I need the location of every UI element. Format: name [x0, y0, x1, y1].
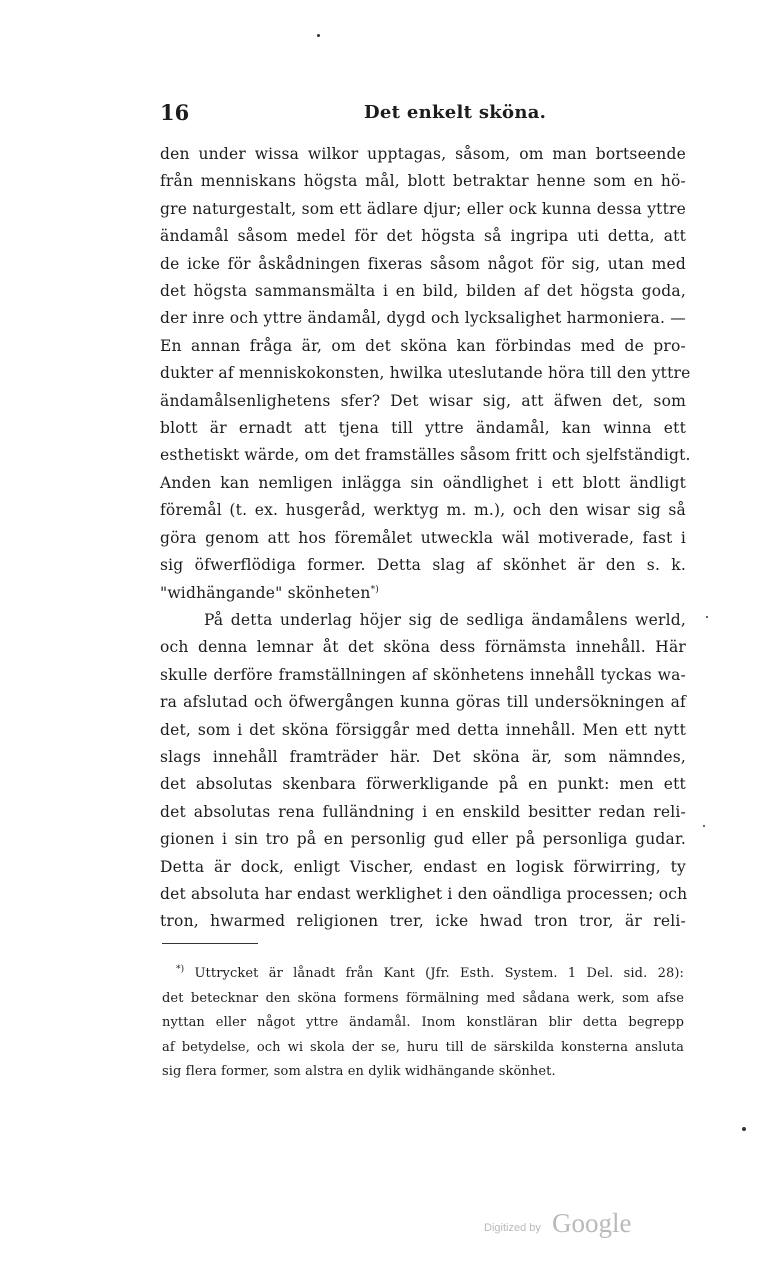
text-line: der inre och yttre ändamål, dygd och lycksalighet harmoniera. — — [160, 309, 686, 328]
text-line: och denna lemnar åt det sköna dess förnämsta innehåll. Här — [160, 638, 686, 657]
footnote-marker: *) — [176, 964, 185, 975]
text-line: slags innehåll framträder här. Det sköna är, som nämndes, — [160, 747, 686, 766]
page-number: 16 — [160, 100, 190, 125]
text-line: det, som i det sköna försiggår med detta innehåll. Men ett nytt — [160, 720, 686, 739]
running-head: Det enkelt sköna. — [364, 102, 547, 123]
footnote-line-content: Uttrycket är lånadt från Kant (Jfr. Esth. System. 1 Del. sid. 28): — [194, 966, 685, 981]
text-line: skulle derföre framställningen af skönhetens innehåll tyckas wa- — [160, 665, 686, 684]
footnote-line: nyttan eller något yttre ändamål. Inom konstläran blir detta begrepp — [162, 1015, 684, 1030]
page-header — [160, 100, 686, 130]
footnote-reference[interactable]: *) — [370, 584, 380, 595]
text-line: En annan fråga är, om det sköna kan förbindas med de pro- — [160, 336, 686, 355]
text-line: ändamålsenlighetens sfer? Det wisar sig, att äfwen det, som — [160, 391, 686, 410]
text-line: det absolutas skenbara förwerkligande på en punkt: men ett — [160, 775, 686, 794]
digitization-watermark — [484, 1208, 664, 1242]
text-line: Anden kan nemligen inlägga sin oändlighet i ett blott ändligt — [160, 473, 686, 492]
ink-speck — [703, 825, 705, 827]
footnote-line: sig flera former, som alstra en dylik widhängande skönhet. — [162, 1064, 556, 1079]
text-line-content: "widhängande" skönheten — [160, 583, 371, 602]
text-line: de icke för åskådningen fixeras såsom något för sig, utan med — [160, 254, 686, 273]
ink-speck — [742, 1127, 746, 1131]
text-line: ändamål såsom medel för det högsta så ingripa uti detta, att — [160, 227, 686, 246]
text-line: föremål (t. ex. husgeråd, werktyg m. m.), och den wisar sig så — [160, 501, 686, 520]
text-line — [160, 580, 686, 607]
text-line: Detta är dock, enligt Vischer, endast en logisk förwirring, ty — [160, 857, 686, 876]
footnote-divider — [162, 943, 258, 944]
text-line: sig öfwerflödiga former. Detta slag af skönhet är den s. k. — [160, 556, 686, 575]
text-line: den under wissa wilkor upptagas, såsom, om man bortseende — [160, 145, 686, 163]
footnote-line — [162, 962, 684, 987]
text-line: gre naturgestalt, som ett ädlare djur; eller ock kunna dessa yttre — [160, 199, 686, 218]
text-line: det absolutas rena fulländning i en enskild besitter redan reli- — [160, 802, 686, 821]
text-line: gionen i sin tro på en personlig gud eller på personliga gudar. — [160, 830, 686, 849]
text-line: tron, hwarmed religionen trer, icke hwad tron tror, är reli- — [160, 912, 686, 931]
body-text — [160, 141, 691, 936]
text-line: göra genom att hos föremålet utweckla wäl motiverade, fast i — [160, 528, 686, 547]
footnote-line: det betecknar den sköna formens förmälning med sådana werk, som afse — [162, 990, 684, 1006]
footnote — [162, 962, 684, 1085]
text-line: blott är ernadt att tjena till yttre ändamål, kan winna ett — [160, 419, 686, 438]
text-line: ra afslutad och öfwergången kunna göras till undersökningen af — [160, 693, 686, 712]
footnote-line: af betydelse, och wi skola der se, huru till de särskilda konsterna ansluta — [162, 1039, 684, 1055]
text-line: dukter af menniskokonsten, hwilka uteslutande höra till den yttre — [160, 364, 691, 383]
text-line: esthetiskt wärde, om det framställes såsom fritt och sjelfständigt. — [160, 446, 691, 465]
text-line: från menniskans högsta mål, blott betraktar henne som en hö- — [160, 172, 686, 191]
text-line: det absoluta har endast werklighet i den oändliga processen; och — [160, 884, 688, 903]
ink-speck — [317, 34, 320, 37]
watermark-logo: Google — [552, 1208, 632, 1238]
paragraph-start-line: På detta underlag höjer sig de sedliga ändamålens werld, — [204, 610, 686, 629]
text-line: det högsta sammansmälta i en bild, bilden af det högsta goda, — [160, 282, 686, 301]
watermark-prefix: Digitized by — [484, 1222, 541, 1234]
ink-speck — [706, 616, 708, 618]
